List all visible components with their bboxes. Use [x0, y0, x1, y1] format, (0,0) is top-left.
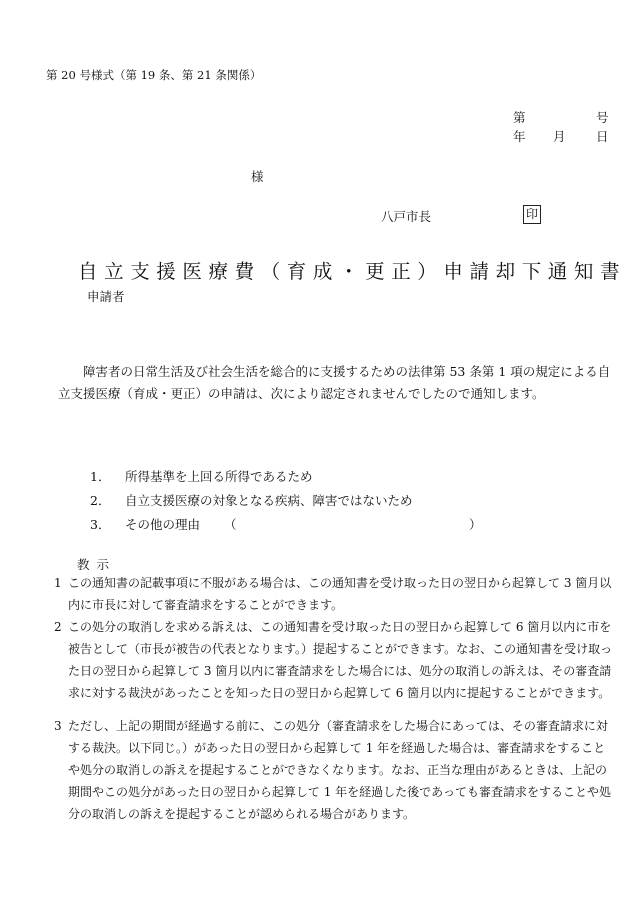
date-day: 日 — [596, 129, 609, 144]
date-year: 年 — [513, 129, 526, 144]
instruction-heading: 教示 — [77, 557, 117, 572]
reason-text: 所得基準を上回る所得であるため — [125, 469, 313, 484]
reason-item-2 — [90, 491, 510, 511]
instruction-text: ただし、上記の期間が経過する前に、この処分（審査請求をした場合にあっては、その審査請求に対する裁決。以下同じ。）があった日の翌日から起算して 1 年を経過した場合は、審査請求をすることや処分の取消しの訴えを提起することができなくなります。なお、正当な理由があるときは、上記の期間やこの処分があった日の翌日から起算して 1 年を経過した後であっても審査請求をすることや処分の取消しの訴えを提起することが認められる場合があります。 — [68, 719, 612, 821]
instruction-item-3 — [54, 715, 614, 825]
reason-item-1 — [90, 467, 510, 487]
notice-body: 障害者の日常生活及び社会生活を総合的に支援するための法律第 53 条第 1 項の規定による自立支援医療（育成・更正）の申請は、次により認定されませんでしたので通知します。 — [58, 364, 611, 401]
document-title: 自立支援医療費（育成・更正）申請却下通知書 — [78, 260, 627, 283]
reason-number: 2． — [90, 493, 111, 508]
reason-text: 自立支援医療の対象となる疾病、障害ではないため — [125, 493, 413, 508]
seal-mark: 印 — [523, 205, 541, 224]
reason-text: その他の理由 — [125, 517, 201, 532]
reason-item-3 — [90, 515, 490, 535]
recipient-suffix: 様 — [251, 169, 264, 184]
reason-number: 3． — [90, 517, 111, 532]
instruction-number: 2 — [54, 620, 62, 634]
instruction-text: この通知書の記載事項に不服がある場合は、この通知書を受け取った日の翌日から起算して 3 箇月以内に市長に対して審査請求をすることができます。 — [68, 576, 612, 612]
instruction-number: 3 — [54, 719, 62, 733]
instruction-item-2 — [54, 616, 614, 704]
instruction-item-1 — [54, 572, 614, 616]
reason-close-paren: ） — [469, 517, 482, 532]
applicant-label: 申請者 — [87, 289, 125, 304]
doc-number-suffix: 号 — [596, 110, 609, 125]
form-number: 第 20 号様式（第 19 条、第 21 条関係） — [46, 68, 262, 82]
instruction-text: この処分の取消しを求める訴えは、この通知書を受け取った日の翌日から起算して 6 箇月以内に市を被告として（市長が被告の代表となります。）提起することができます。なお、この通知書を受け取った日の翌日から起算して 3 箇月以内に審査請求をした場合には、処分の取消しの訴えは、その審査請求に対する裁決があったことを知った日の翌日から起算して 6 箇月以内に提起することができます。 — [68, 620, 613, 700]
doc-number-prefix: 第 — [513, 110, 526, 125]
reason-number: 1． — [90, 469, 111, 484]
date-month: 月 — [553, 129, 566, 144]
issuer-title: 八戸市長 — [381, 209, 432, 224]
reason-open-paren: （ — [224, 517, 237, 532]
instruction-number: 1 — [54, 576, 62, 590]
